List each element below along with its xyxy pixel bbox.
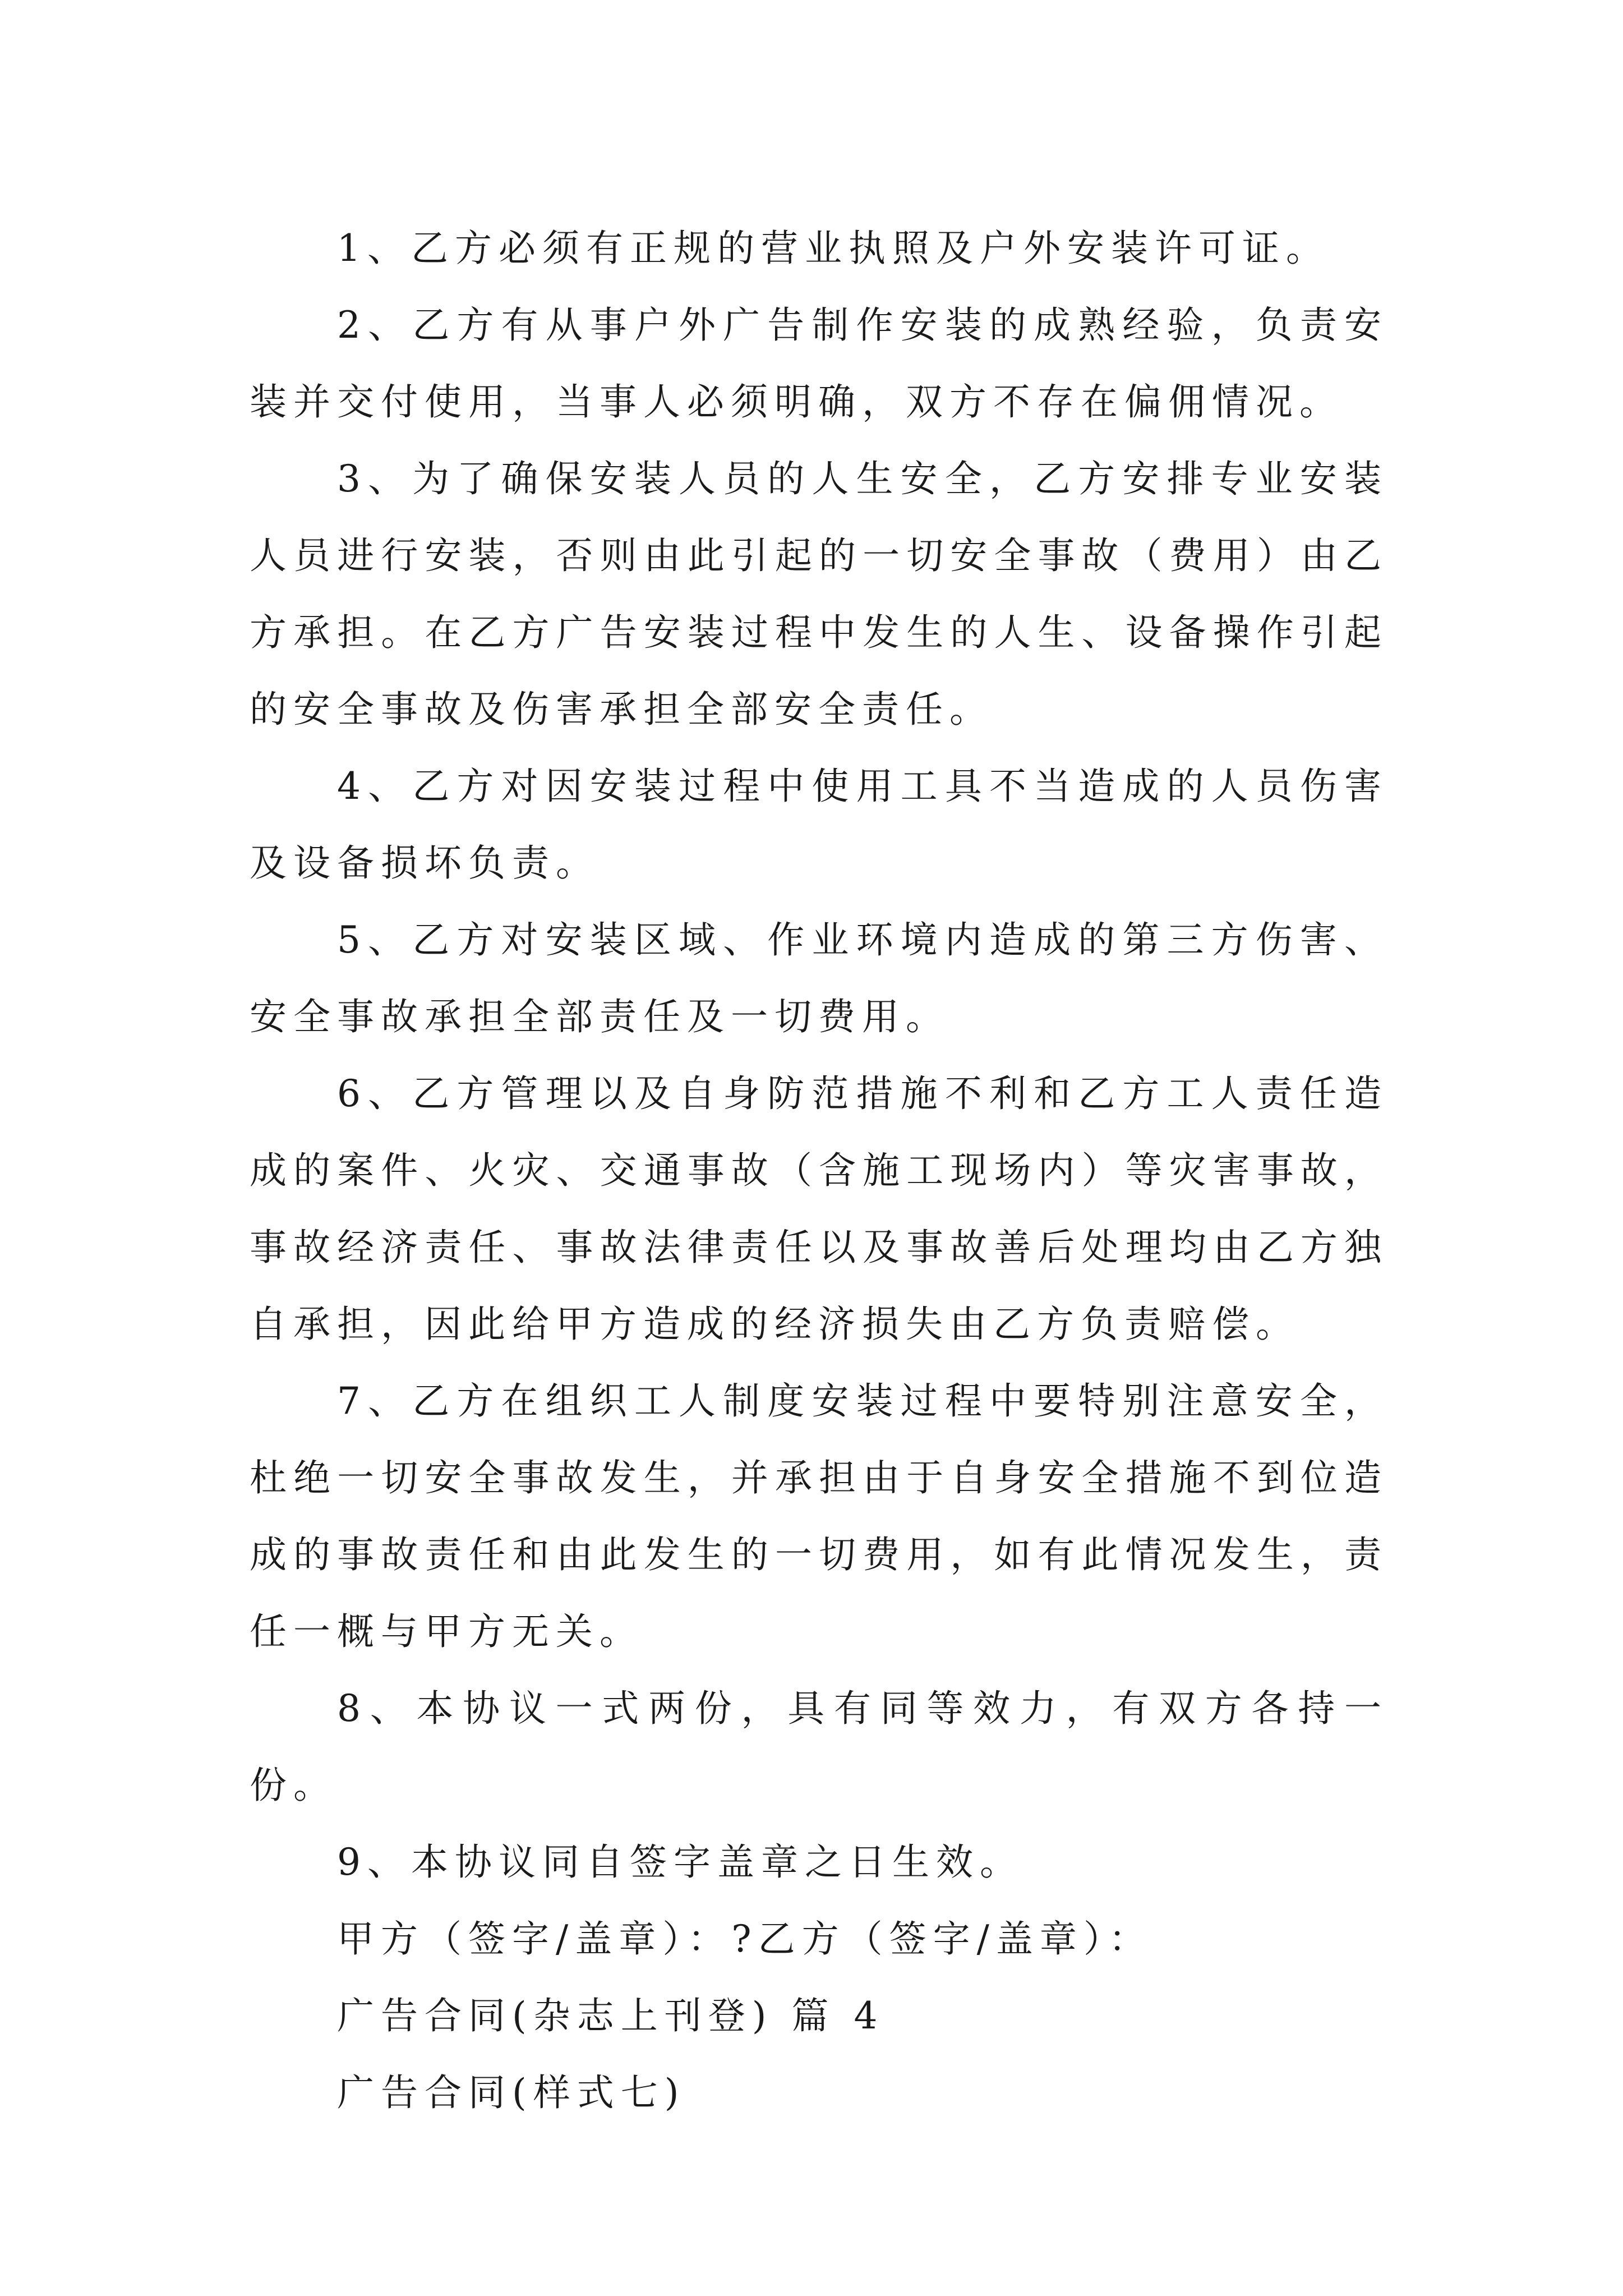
- document-body: [250, 210, 1388, 2131]
- clause-2: 2、乙方有从事户外广告制作安装的成熟经验，负责安装并交付使用，当事人必须明确，双方不存在偏佣情况。: [250, 303, 1388, 424]
- signature-line: 甲方（签字/盖章）：?乙方（签字/盖章）：: [337, 1917, 1152, 1961]
- subheading: 广告合同(样式七): [337, 2071, 686, 2114]
- clause-7: 7、乙方在组织工人制度安装过程中要特别注意安全，杜绝一切安全事故发生，并承担由于自身安全措施不到位造成的事故责任和由此发生的一切费用，如有此情况发生，责任一概与甲方无关。: [250, 1379, 1388, 1653]
- clause-3: 3、为了确保安装人员的人生安全，乙方安排专业安装人员进行安装，否则由此引起的一切安全事故（费用）由乙方承担。在乙方广告安装过程中发生的人生、设备操作引起的安全事故及伤害承担全部安全责任。: [250, 457, 1388, 731]
- clause-8: 8、本协议一式两份，具有同等效力，有双方各持一份。: [250, 1687, 1388, 1807]
- section-heading: 广告合同(杂志上刊登) 篇 4: [337, 1994, 884, 2037]
- clause-6: 6、乙方管理以及自身防范措施不利和乙方工人责任造成的案件、火灾、交通事故（含施工现场内）等灾害事故，事故经济责任、事故法律责任以及事故善后处理均由乙方独自承担，因此给甲方造成的经济损失由乙方负责赔偿。: [250, 1072, 1388, 1346]
- clause-5: 5、乙方对安装区域、作业环境内造成的第三方伤害、安全事故承担全部责任及一切费用。: [250, 918, 1388, 1038]
- clause-4: 4、乙方对因安装过程中使用工具不当造成的人员伤害及设备损坏负责。: [250, 765, 1388, 885]
- clause-9: 9、本协议同自签字盖章之日生效。: [337, 1841, 1023, 1884]
- clause-1: 1、乙方必须有正规的营业执照及户外安装许可证。: [337, 227, 1330, 270]
